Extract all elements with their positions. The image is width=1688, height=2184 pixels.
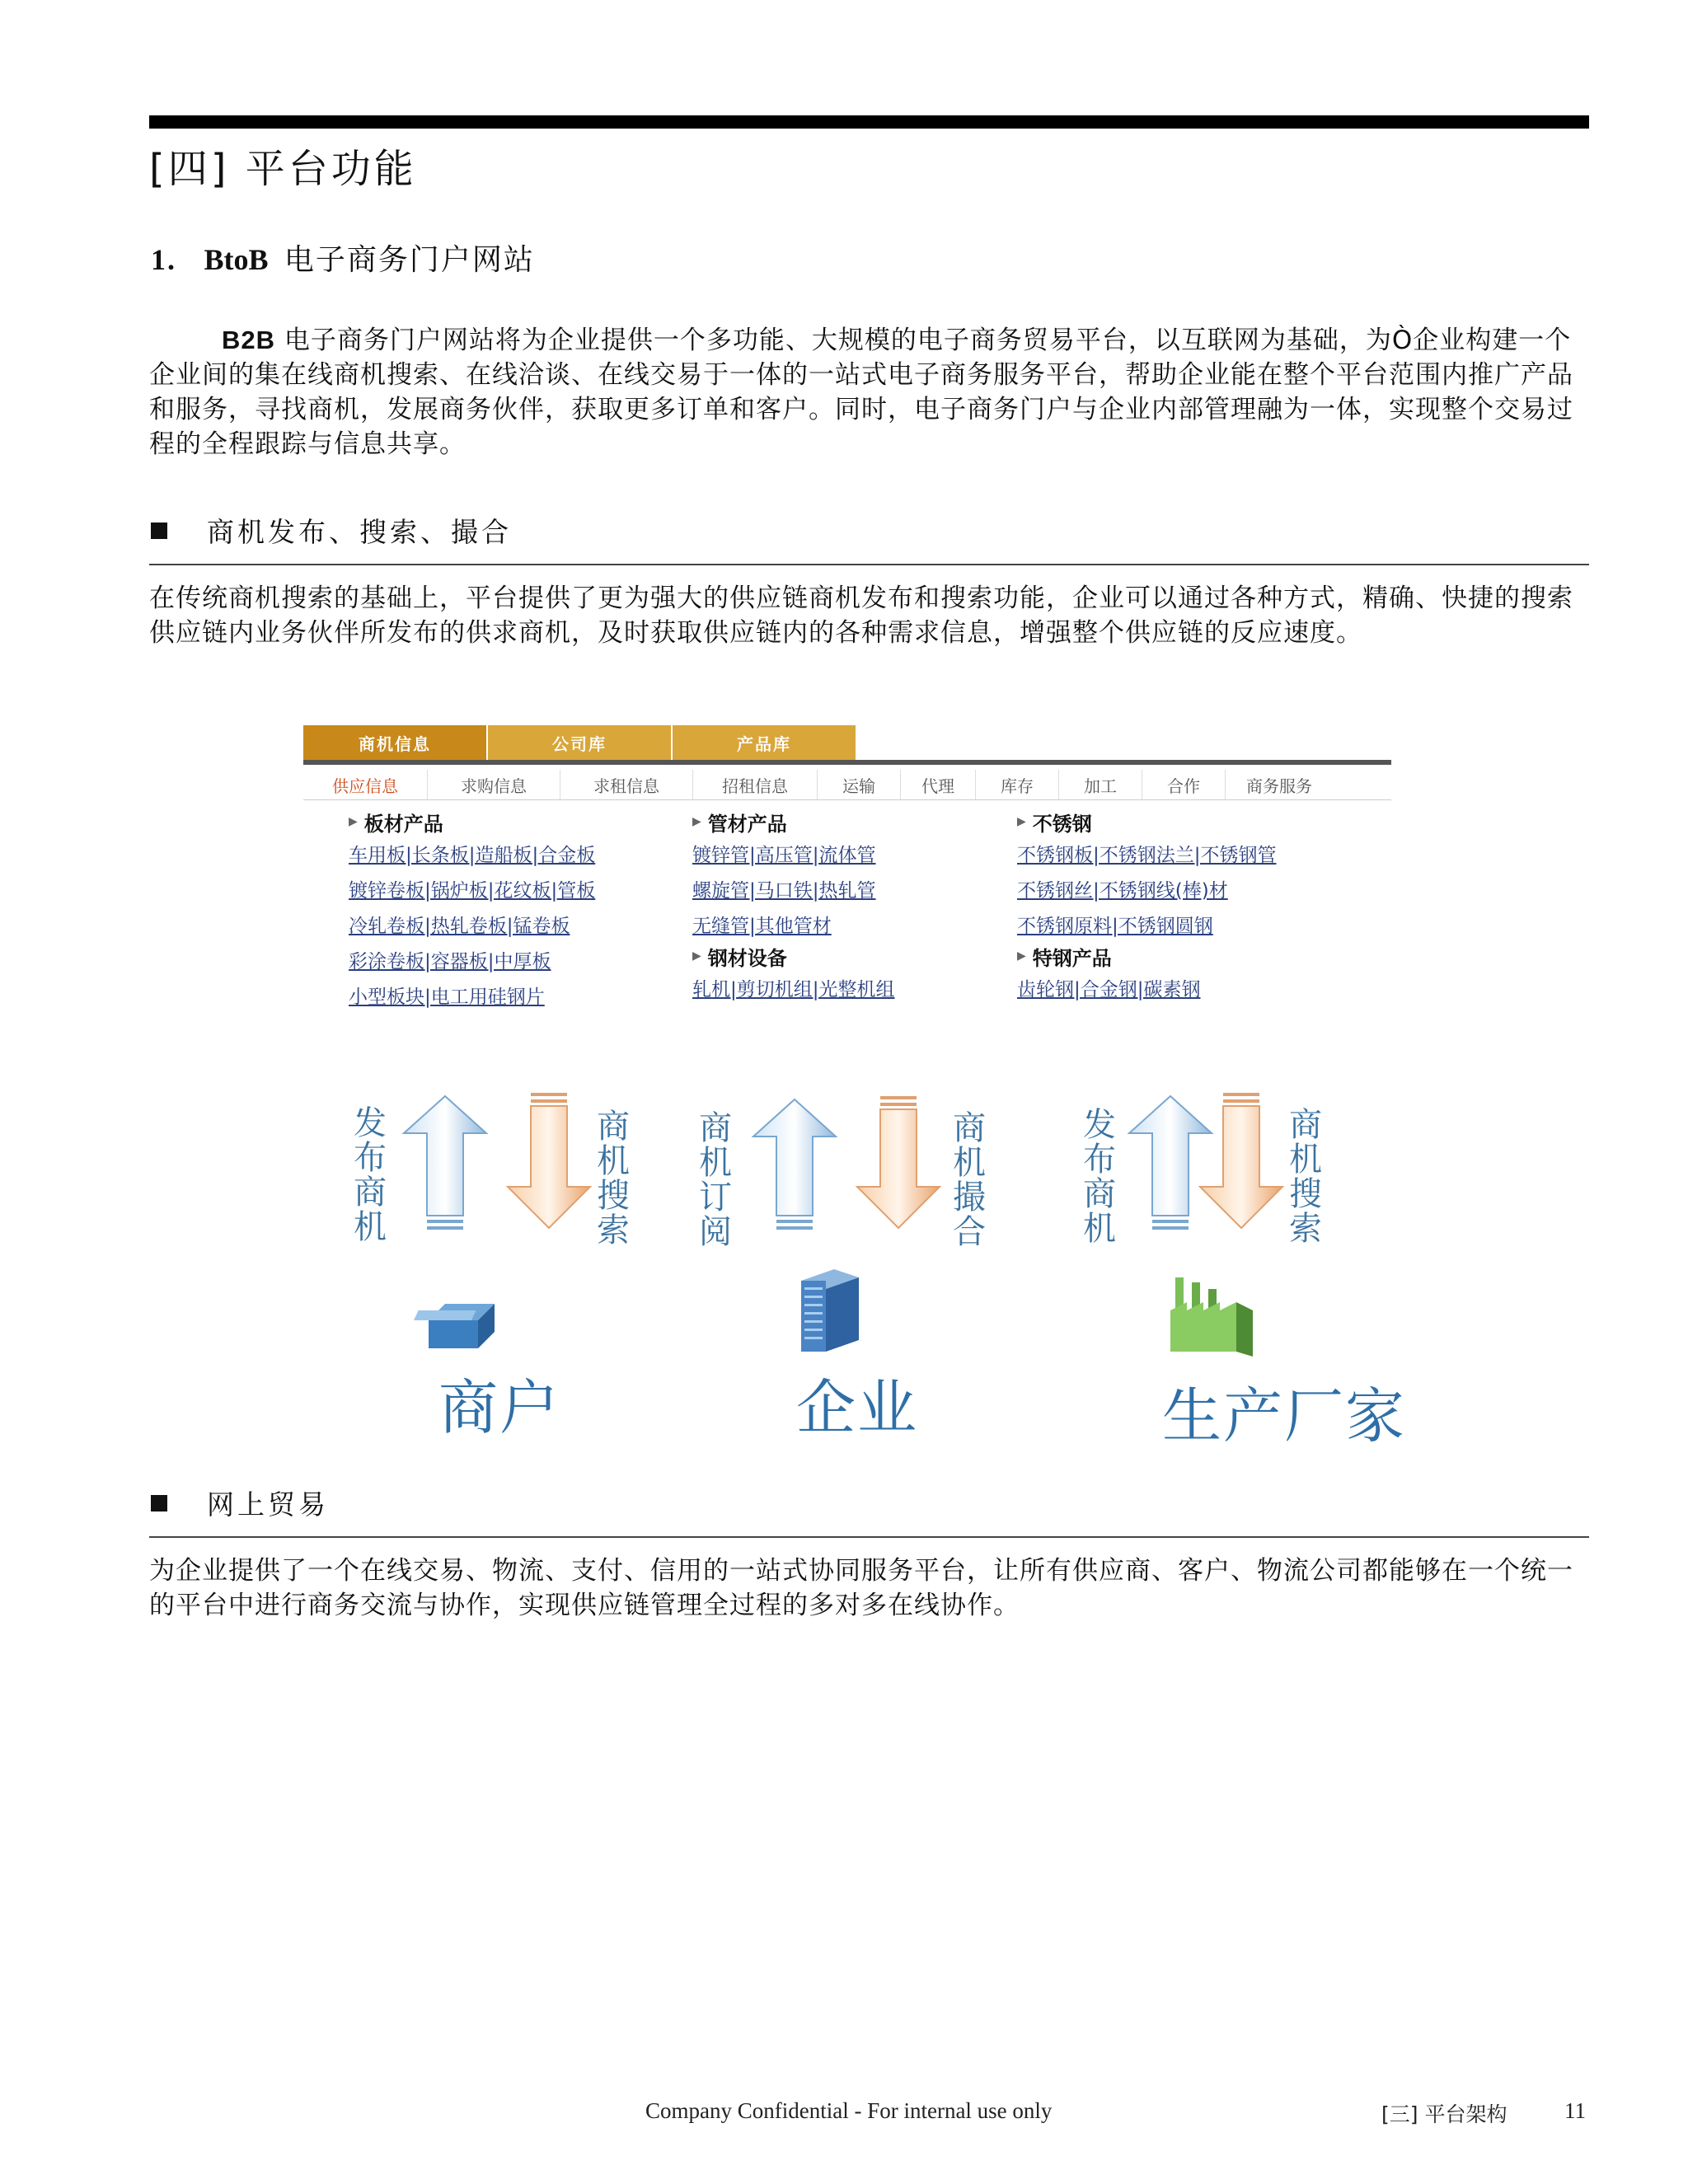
triangle-icon: ▶ — [692, 815, 701, 828]
factory-icon — [1170, 1277, 1253, 1357]
flow-diagram — [346, 1080, 1409, 1467]
intro-paragraph — [149, 323, 1592, 462]
building-icon — [801, 1269, 859, 1352]
column-heading — [692, 808, 895, 836]
section-english: BtoB — [204, 243, 269, 276]
page-number: 11 — [1564, 2098, 1586, 2123]
bullet-business-opportunity — [151, 511, 512, 550]
subtab-rent-seek[interactable]: 求租信息 — [560, 770, 693, 799]
up-arrow-icon — [404, 1096, 486, 1230]
subtab-business-service[interactable]: 商务服务 — [1246, 776, 1312, 796]
column-heading — [1017, 942, 1277, 970]
triangle-icon: ▶ — [692, 949, 701, 963]
subtab-inventory[interactable]: 库存 — [976, 770, 1059, 799]
subtab-processing[interactable]: 加工 — [1059, 770, 1142, 799]
subtab-cooperation[interactable]: 合作 — [1142, 770, 1226, 799]
top-rule — [149, 115, 1589, 129]
column-pipe-products — [692, 808, 895, 1005]
tab-underline — [303, 760, 1391, 765]
intro-lead: B2B — [222, 326, 276, 354]
link-row[interactable]: 镀锌卷板|锅炉板|花纹板|管板 — [349, 880, 596, 902]
tab-product-library[interactable]: 产品库 — [671, 725, 856, 760]
link-row[interactable]: 不锈钢原料|不锈钢圆钢 — [1017, 916, 1213, 937]
triangle-icon: ▶ — [1017, 815, 1026, 828]
bullet-square-icon — [151, 523, 167, 539]
tab-company-library[interactable]: 公司库 — [486, 725, 671, 760]
subtab-agent[interactable]: 代理 — [901, 770, 976, 799]
label-matchmaking: 商机撮合 — [953, 1109, 986, 1251]
link-row[interactable]: 车用板|长条板|造船板|合金板 — [349, 845, 596, 866]
tab-business-info[interactable]: 商机信息 — [303, 725, 486, 763]
bullet2-paragraph: 为企业提供了一个在线交易、物流、支付、信用的一站式协同服务平台，让所有供应商、客户、物流公司都能够在一个统一的平台中进行商务交流与协作，实现供应链管理全过程的多对多在线协作。 — [149, 1556, 1573, 1620]
link-row[interactable]: 轧机|剪切机组|光整机组 — [692, 979, 895, 1001]
column-stainless — [1017, 808, 1277, 1005]
link-row[interactable]: 冷轧卷板|热轧卷板|锰卷板 — [349, 916, 570, 937]
triangle-icon: ▶ — [1017, 949, 1026, 963]
column-plate-products — [349, 808, 595, 1013]
label-search-1: 商机搜索 — [597, 1108, 630, 1249]
entity-manufacturer: 生产厂家 — [1162, 1381, 1407, 1451]
triangle-icon: ▶ — [349, 815, 358, 828]
up-arrow-icon — [1129, 1096, 1212, 1230]
entity-merchant: 商户 — [438, 1373, 561, 1442]
portal-tabs — [303, 725, 856, 760]
heading-text: 钢材设备 — [707, 946, 787, 970]
link-row[interactable]: 齿轮钢|合金钢|碳素钢 — [1017, 979, 1201, 1001]
section-rule — [149, 1536, 1589, 1538]
section-rule — [149, 564, 1589, 565]
heading-text: 不锈钢 — [1032, 812, 1092, 836]
subtab-rent-offer[interactable]: 招租信息 — [693, 770, 818, 799]
heading-text: 板材产品 — [363, 812, 443, 836]
section-heading — [151, 237, 535, 279]
section-number: 1. — [151, 243, 176, 276]
bullet-square-icon — [151, 1495, 167, 1511]
footer-confidential: Company Confidential - For internal use only — [645, 2098, 1053, 2123]
heading-text: 管材产品 — [707, 812, 787, 836]
link-row[interactable]: 螺旋管|马口铁|热轧管 — [692, 880, 876, 902]
link-row[interactable]: 不锈钢丝|不锈钢线(棒)材 — [1017, 880, 1228, 902]
link-row[interactable]: 不锈钢板|不锈钢法兰|不锈钢管 — [1017, 845, 1277, 866]
link-row[interactable]: 小型板块|电工用硅钢片 — [349, 987, 545, 1008]
link-row[interactable]: 镀锌管|高压管|流体管 — [692, 845, 876, 866]
chapter-title: [四] 平台功能 — [149, 146, 417, 192]
column-heading — [1017, 808, 1277, 836]
label-publish-1: 发布商机 — [354, 1104, 387, 1246]
label-publish-2: 发布商机 — [1083, 1106, 1116, 1248]
subtab-supply[interactable]: 供应信息 — [303, 770, 428, 799]
up-arrow-icon — [753, 1099, 836, 1230]
bullet1-paragraph: 在传统商机搜索的基础上，平台提供了更为强大的供应链商机发布和搜索功能，企业可以通过各种方式，精确、快捷的搜索供应链内业务伙伴所发布的供求商机，及时获取供应链内的各种需求信息，增强整个供应链的反应速度。 — [149, 583, 1573, 648]
bullet-online-trade — [151, 1483, 329, 1522]
bullet-title: 商机发布、搜索、撮合 — [207, 516, 512, 548]
store-icon — [414, 1304, 495, 1348]
entity-enterprise: 企业 — [796, 1373, 919, 1442]
label-subscribe: 商机订阅 — [699, 1109, 732, 1251]
label-search-2: 商机搜索 — [1289, 1106, 1322, 1248]
column-heading — [692, 942, 895, 970]
portal-panel — [303, 719, 1391, 1024]
bullet-title: 网上贸易 — [207, 1488, 329, 1521]
link-row[interactable]: 无缝管|其他管材 — [692, 916, 832, 937]
down-arrow-icon — [508, 1093, 590, 1228]
down-arrow-icon — [857, 1096, 940, 1228]
subtab-transport[interactable]: 运输 — [818, 770, 901, 799]
link-row[interactable]: 彩涂卷板|容器板|中厚板 — [349, 951, 551, 972]
portal-subtabs — [303, 770, 1391, 800]
footer-chapter: [三] 平台架构 — [1381, 2102, 1507, 2126]
section-title: 电子商务门户网站 — [284, 243, 535, 277]
down-arrow-icon — [1200, 1093, 1282, 1228]
subtab-purchase[interactable]: 求购信息 — [428, 770, 560, 799]
intro-text: 电子商务门户网站将为企业提供一个多功能、大规模的电子商务贸易平台，以互联网为基础，为Ò企业构建一个企业间的集在线商机搜索、在线洽谈、在线交易于一体的一站式电子商务服务平台，帮助企业能在整个平台范围内推广产品和服务，寻找商机，发展商务伙伴，获取更多订单和客户。同时，电子商务门户与企业内部管理融为一体，实现整个交易过程的全程跟踪与信息共享。 — [149, 326, 1573, 459]
column-heading — [349, 808, 595, 836]
heading-text: 特钢产品 — [1032, 946, 1112, 970]
